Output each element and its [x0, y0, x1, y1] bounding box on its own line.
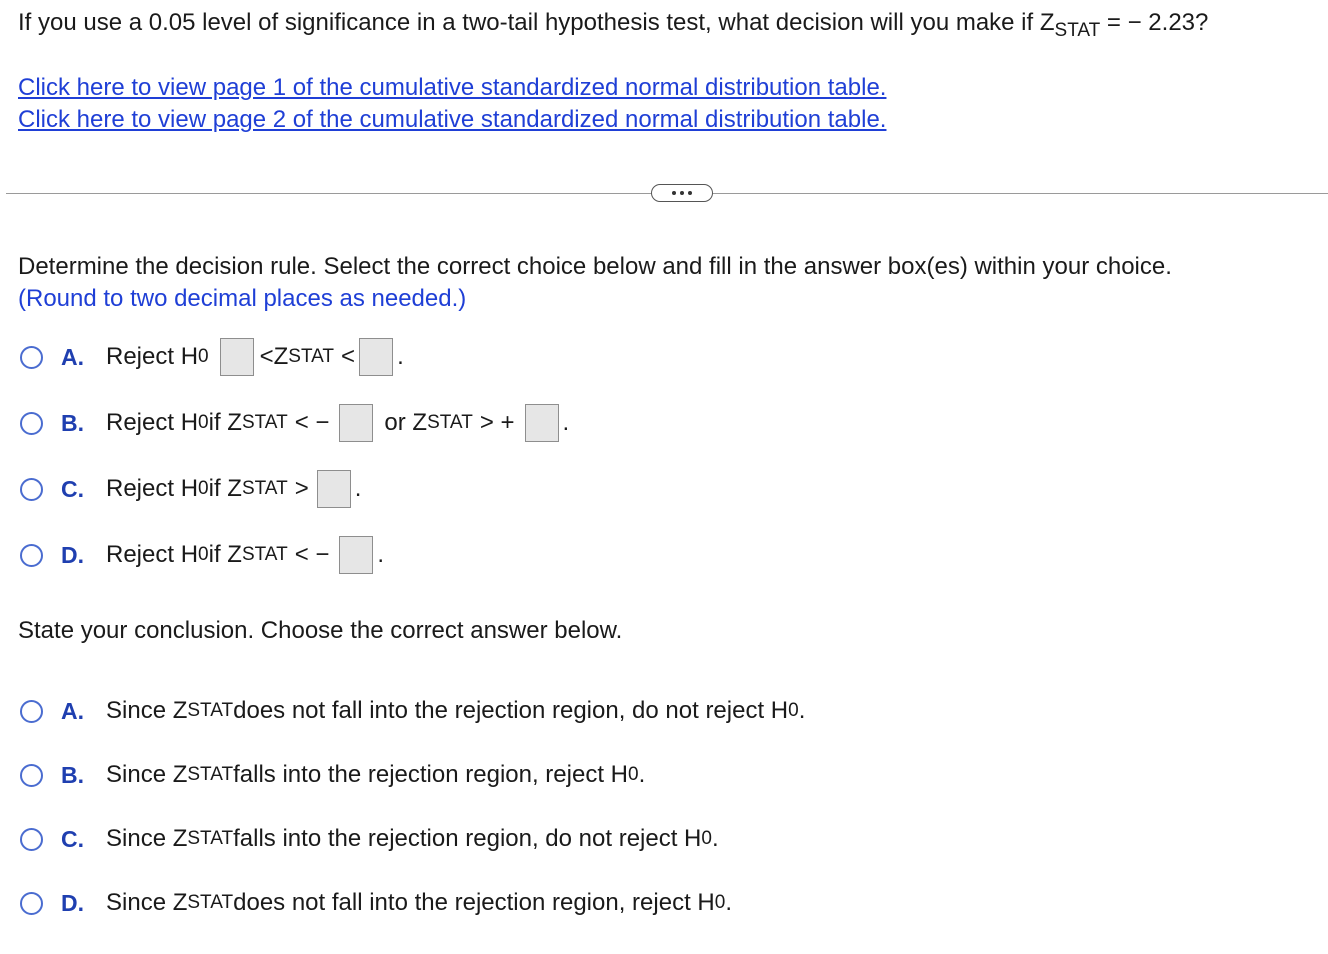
option-letter: C.	[61, 475, 84, 502]
radio-button[interactable]	[20, 544, 43, 567]
critical-value-input[interactable]	[339, 536, 373, 574]
critical-value-input[interactable]	[317, 470, 351, 508]
option-letter: D.	[61, 541, 84, 568]
option-letter: B.	[61, 761, 84, 788]
option-letter: D.	[61, 889, 84, 916]
conclusion-option-c[interactable]: C. Since Z STAT falls into the rejection region, do not reject H 0 .	[20, 825, 719, 853]
option-letter: A.	[61, 697, 84, 724]
option-letter: B.	[61, 409, 84, 436]
radio-button[interactable]	[20, 828, 43, 851]
decision-rule-instruction: Determine the decision rule. Select the correct choice below and fill in the answer box(es) within your choice.	[18, 253, 1172, 280]
conclusion-instruction: State your conclusion. Choose the correct answer below.	[18, 617, 623, 644]
option-letter: C.	[61, 825, 84, 852]
show-more-button[interactable]	[651, 184, 713, 202]
radio-button[interactable]	[20, 346, 43, 369]
rounding-hint: (Round to two decimal places as needed.)	[18, 285, 467, 312]
decision-option-c[interactable]: C. Reject H 0 if Z STAT > .	[20, 470, 361, 508]
conclusion-option-a[interactable]: A. Since Z STAT does not fall into the rejection region, do not reject H 0 .	[20, 697, 805, 725]
table-link-page-2[interactable]: Click here to view page 2 of the cumulative standardized normal distribution table.	[18, 106, 887, 133]
decision-option-a[interactable]: A. Reject H 0 < Z STAT < .	[20, 338, 404, 376]
table-link-page-1[interactable]: Click here to view page 1 of the cumulative standardized normal distribution table.	[18, 74, 887, 101]
conclusion-option-d[interactable]: D. Since Z STAT does not fall into the rejection region, reject H 0 .	[20, 889, 732, 917]
option-letter: A.	[61, 343, 84, 370]
question-text: If you use a 0.05 level of significance in a two-tail hypothesis test, what decision will you make if $Z_{STAT}$ = − 2.23?	[18, 9, 1209, 42]
radio-button[interactable]	[20, 412, 43, 435]
lower-bound-input[interactable]	[220, 338, 254, 376]
decision-option-b[interactable]: B. Reject H 0 if Z STAT < − or Z STAT > + .	[20, 404, 569, 442]
ellipsis-icon	[672, 191, 676, 195]
upper-critical-input[interactable]	[525, 404, 559, 442]
radio-button[interactable]	[20, 478, 43, 501]
upper-bound-input[interactable]	[359, 338, 393, 376]
radio-button[interactable]	[20, 764, 43, 787]
decision-option-d[interactable]: D. Reject H 0 if Z STAT < − .	[20, 536, 384, 574]
radio-button[interactable]	[20, 700, 43, 723]
conclusion-option-b[interactable]: B. Since Z STAT falls into the rejection region, reject H 0 .	[20, 761, 645, 789]
radio-button[interactable]	[20, 892, 43, 915]
lower-critical-input[interactable]	[339, 404, 373, 442]
